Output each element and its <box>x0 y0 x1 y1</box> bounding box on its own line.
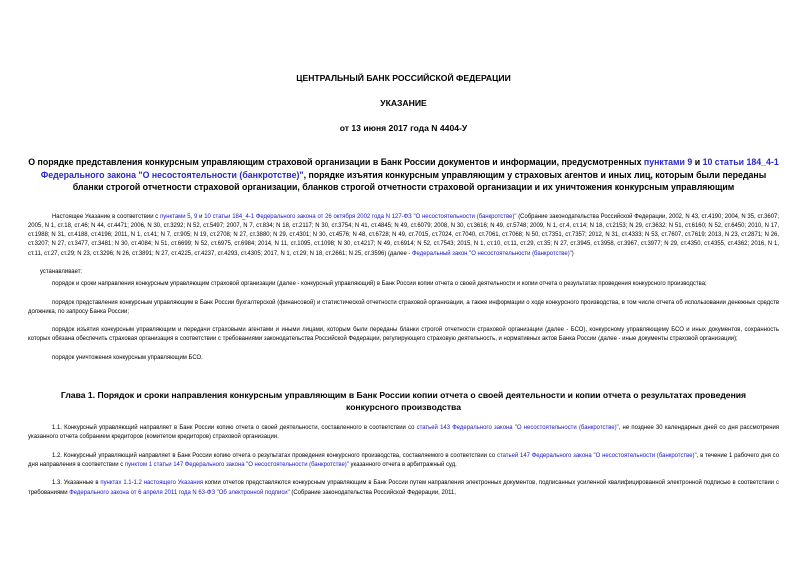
issuer-title: ЦЕНТРАЛЬНЫЙ БАНК РОССИЙСКОЙ ФЕДЕРАЦИИ <box>296 73 511 83</box>
paragraph-text: 1.2. Конкурсный управляющий направляет в Банк России копию отчета о результатах проведения конкурсного производства, составляемого в соответствии со <box>52 452 497 459</box>
paragraph-text: указанного отчета в арбитражный суд. <box>348 461 457 468</box>
link-law-127fz[interactable]: 10 статьи 184_4-1 Федерального закона от 26 октября 2002 года N 127-ФЗ "О несостоятельности (банкротстве)" <box>204 213 517 220</box>
paragraph-text: , не позднее 30 календарных дней со дня рассмотрения указанного отчета собранием кредиторов (комитетом кредиторов) страховой организации. <box>28 425 780 441</box>
preamble-text: и <box>197 213 205 220</box>
chapter-1-title: Глава 1. Порядок и сроки направления конкурсным управляющим в Банк России копии отчета о своей деятельности и копии отчета о результатах проведения конкурсного производства <box>60 390 747 413</box>
paragraph-1-1 <box>28 424 779 443</box>
preamble-paragraph <box>28 213 779 259</box>
paragraph-text: копии отчетов представляются конкурсным управляющим в Банк России путем направления электронных документов, подписанных усиленной квалифицированной электронной подписью в соответствии с требованиями <box>28 480 779 496</box>
link-pt10-art184[interactable]: 10 статьи 184_4-1 Федерального закона "О несостоятельности (банкротстве)" <box>40 157 779 180</box>
link-pt5[interactable]: пунктами 5 <box>160 213 191 220</box>
link-pt9[interactable]: 9 <box>194 213 198 220</box>
link-pts-1-1-1-2[interactable]: пунктах 1.1-1.2 настоящего Указания <box>100 480 204 487</box>
list-item: порядок представления конкурсным управляющим в Банк России бухгалтерской (финансовой) и статистической отчетности страховой организации, а также информации о ходе конкурсного производства, в том числе отчета об использовании денежных средств должника, по запросу Банка России; <box>28 299 779 315</box>
link-bankruptcy-law[interactable]: Федеральный закон "О несостоятельности (банкротстве)" <box>412 250 572 257</box>
link-pt1-art147[interactable]: пунктом 1 статьи 147 Федерального закона "О несостоятельности (банкротстве)" <box>124 461 349 468</box>
paragraph-text: (Собрание законодательства Российской Федерации, 2011, <box>289 489 456 496</box>
list-item: порядок уничтожения конкурсным управляющим БСО. <box>52 354 203 361</box>
link-pt9[interactable]: пунктами 9 <box>643 157 693 167</box>
paragraph-text: 1.3. Указанные в <box>52 480 101 487</box>
link-law-63fz[interactable]: Федерального закона от 6 апреля 2011 года N 63-ФЗ "Об электронной подписи" <box>69 489 290 496</box>
document-type: УКАЗАНИЕ <box>380 98 427 108</box>
establishes-label: устанавливает: <box>40 268 83 275</box>
link-art147[interactable]: статьей 147 Федерального закона "О несостоятельности (банкротстве)" <box>496 452 697 459</box>
subject-text: , порядке изъятия конкурсным управляющим у страховых агентов и иных лиц, которым были переданы бланки строгой отчетности страховой организации, бланков строгой отчетности страховой организации и их уничтожения конкурсным управляющим <box>72 169 767 192</box>
preamble-text: ) <box>571 250 574 257</box>
paragraph-1-2 <box>28 452 779 471</box>
paragraph-1-3 <box>28 479 779 498</box>
preamble-text: Настоящее Указание в соответствии с <box>52 213 161 220</box>
preamble-text: , <box>190 213 195 220</box>
preamble-text: (Собрание законодательства Российской Федерации, 2002, N 43, ст.4190; 2004, N 35, ст.3607; 2005, N 1, ст.18, ст.46; N 44, ст.4471; 2006, N 30, ст.3292; N 52, ст.5497; 2007, N 7, ст.834; N 18, ст.2117; N 30, ст.3754; N 41, ст.4845; N 49, ст.6079; 2008, N 30, ст.3616; N 49, ст.5748; 2009, N 1, ст.4, ст.14; N 18, ст.2153; N 29, ст.3632; N 51, ст.6160; N 52, ст.6450; 2010, N 17, ст.1988; N 31, ст.4188, ст.4196; 2011, N 1, ст.41; N 7, ст.905; N 19, ст.2708; N 27, ст.3880; N 29, ст.4301; N 30, ст.4576; N 48, ст.6728; N 49, ст.7015, ст.7024, ст.7040, ст.7061, ст.7068; N 50, ст.7351, ст.7357; 2012, N 31, ст.4333; N 53, ст.7607, ст.7619; 2013, N 23, ст.2871; N 26, ст.3207; N 27, ст.3477, ст.3481; N 30, ст.4084; N 51, ст.6699; N 52, ст.6975, ст.6984; 2014, N 11, ст.1095, ст.1098; N 30, ст.4217; N 49, ст.6914; N 52, ст.7543; 2015, N 1, ст.10, ст.11, ст.29, ст.35; N 27, ст.3945, ст.3958, ст.3967, ст.3977; N 29, ст.4350, ст.4355, ст.4362; 2016, N 1, ст.11, ст.27, ст.29; N 23, ст.3296; N 26, ст.3891; N 27, ст.4225, ст.4237, ст.4293, ст.4305; 2017, N 1, ст.29; N 18, ст.2661; N 25, ст.3596) (далее - <box>28 213 779 257</box>
list-item: порядок изъятия конкурсным управляющим и передачи страховыми агентами и иными лицами, которым были переданы бланки строгой отчетности страховой организации (далее - БСО), конкурсному управляющему БСО и иных документов, сохранность которых обязана обеспечить страховая организация в соответствии с требованиями законодательства Российской Федерации, регулирующего страховую деятельность, и нормативных актов Банка России (далее - иные документы страховой организации); <box>28 327 779 343</box>
paragraph-text: 1.1. Конкурсный управляющий направляет в Банк России копию отчета о своей деятельности, составленного в соответствии со <box>52 425 417 432</box>
document-subject <box>28 156 779 194</box>
subject-text: О порядке представления конкурсным управляющим страховой организации в Банк России документов и информации, предусмотренных <box>28 157 644 167</box>
subject-text: и <box>692 157 703 167</box>
link-art143[interactable]: статьей 143 Федерального закона "О несостоятельности (банкротстве)" <box>416 425 619 432</box>
paragraph-text: , в течение 1 рабочего дня со дня направления в соответствии с <box>28 452 780 468</box>
list-item: порядок и сроки направления конкурсным управляющим страховой организации (далее - конкурсный управляющий) в Банк России копии отчета о своей деятельности и копии отчета о результатах проведения конкурсного производства; <box>52 281 707 288</box>
document-date-number: от 13 июня 2017 года N 4404-У <box>339 123 468 133</box>
